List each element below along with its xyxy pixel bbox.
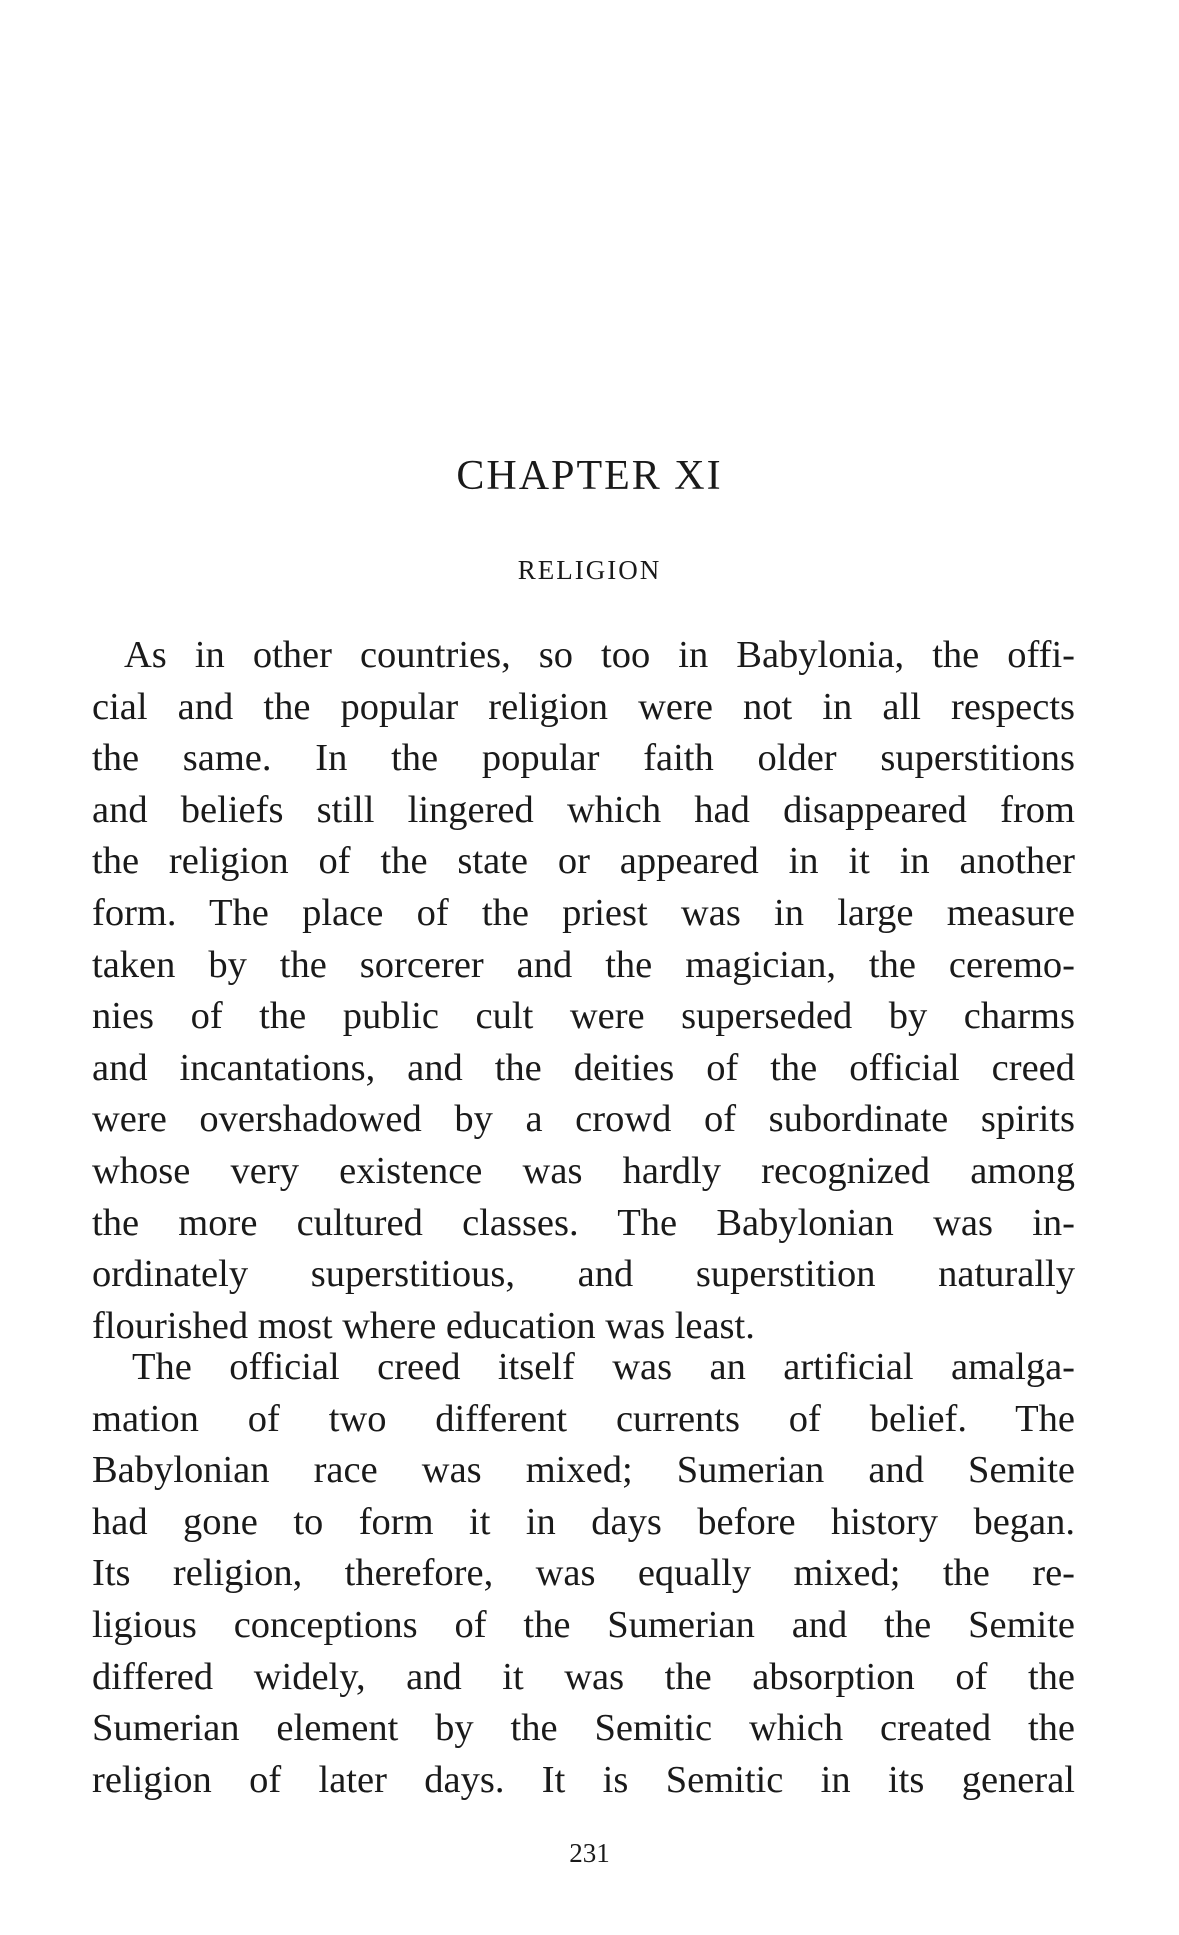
text-line: As in other countries, so too in Babylonia, the offi- bbox=[124, 634, 1075, 676]
text-line: cial and the popular religion were not in all respects bbox=[92, 685, 1075, 728]
text-line: and beliefs still lingered which had disappeared from bbox=[92, 788, 1075, 831]
text-line: form. The place of the priest was in large measure bbox=[92, 891, 1075, 934]
text-line: and incantations, and the deities of the official creed bbox=[92, 1046, 1075, 1089]
text-line: flourished most where education was least. bbox=[92, 1304, 755, 1347]
paragraph-2 bbox=[92, 1342, 1075, 1806]
chapter-title: RELIGION bbox=[517, 555, 662, 585]
text-line: nies of the public cult were superseded by charms bbox=[92, 995, 1075, 1038]
text-line: The official creed itself was an artificial amalga- bbox=[132, 1346, 1075, 1388]
text-line: ligious conceptions of the Sumerian and the Semite bbox=[92, 1603, 1075, 1646]
text-line: taken by the sorcerer and the magician, the ceremo- bbox=[92, 943, 1075, 986]
text-line: had gone to form it in days before history began. bbox=[92, 1500, 1075, 1543]
text-line: whose very existence was hardly recognized among bbox=[92, 1149, 1075, 1192]
text-line: mation of two different currents of belief. The bbox=[92, 1397, 1075, 1440]
text-line: were overshadowed by a crowd of subordinate spirits bbox=[92, 1098, 1075, 1141]
text-line: religion of later days. It is Semitic in its general bbox=[92, 1758, 1075, 1801]
text-line: the same. In the popular faith older superstitions bbox=[92, 737, 1075, 780]
text-line: differed widely, and it was the absorption of the bbox=[92, 1655, 1075, 1698]
chapter-heading: CHAPTER XI bbox=[456, 453, 723, 499]
text-line: ordinately superstitious, and superstition naturally bbox=[92, 1253, 1075, 1296]
text-line: Sumerian element by the Semitic which created the bbox=[92, 1707, 1075, 1750]
paragraph-1 bbox=[92, 630, 1075, 1352]
text-line: Its religion, therefore, was equally mixed; the re- bbox=[92, 1552, 1075, 1595]
text-line: the religion of the state or appeared in it in another bbox=[92, 840, 1075, 883]
text-line: the more cultured classes. The Babylonian was in- bbox=[92, 1201, 1075, 1244]
page-number: 231 bbox=[569, 1838, 610, 1868]
text-line: Babylonian race was mixed; Sumerian and Semite bbox=[92, 1449, 1075, 1492]
